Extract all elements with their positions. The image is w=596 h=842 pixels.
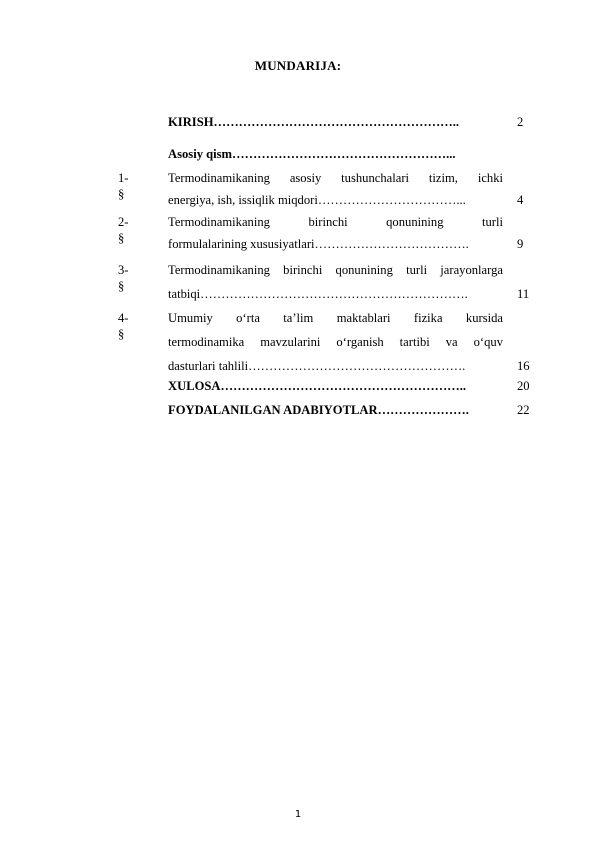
toc-entry-text: tatbiqi………………………………………………………. (168, 287, 468, 301)
toc-entry-number: 3-§ (118, 263, 129, 293)
toc-entry-number: 2-§ (118, 215, 129, 245)
toc-entry-page: 9 (517, 237, 524, 251)
toc-entry-text: Termodinamikaning birinchi qonunining turli jarayonlarga (168, 263, 503, 277)
toc-entry-text: energiya, ish, issiqlik miqdori……………………………... (168, 193, 466, 207)
toc-entry-text: KIRISH………………………………………………….. (168, 115, 460, 129)
toc-entry-text: Asosiy qism……………………………………………... (168, 147, 456, 161)
toc-entry-page: 11 (517, 287, 530, 301)
toc-entry-page: 4 (517, 193, 524, 207)
toc-entry-number: 4-§ (118, 311, 129, 341)
toc-entry-number: 1-§ (118, 171, 129, 201)
toc-entry-text: FOYDALANILGAN ADABIYOTLAR…………………. (168, 403, 469, 417)
toc-entry-page: 22 (517, 403, 530, 417)
toc-entry-text: termodinamika mavzularini o‘rganish tartibi va o‘quv (168, 335, 503, 349)
toc-entry-text: dasturlari tahlili……………………………………………. (168, 359, 466, 373)
toc-entry-page: 16 (517, 359, 530, 373)
page-number: 1 (294, 809, 302, 820)
toc-entry-text: Umumiy o‘rta ta’lim maktablari fizika kursida (168, 311, 503, 325)
toc-entry-page: 20 (517, 379, 530, 393)
toc-entry-text: Termodinamikaning birinchi qonunining turli (168, 215, 503, 229)
toc-entry-text: XULOSA………………………………………………….. (168, 379, 467, 393)
toc-entry-text: formulalarining xususiyatlari………………………………. (168, 237, 469, 251)
toc-entry-page: 2 (517, 115, 524, 129)
page-title: MUNDARIJA: (254, 58, 342, 73)
toc-entry-text: Termodinamikaning asosiy tushunchalari tizim, ichki (168, 171, 503, 185)
